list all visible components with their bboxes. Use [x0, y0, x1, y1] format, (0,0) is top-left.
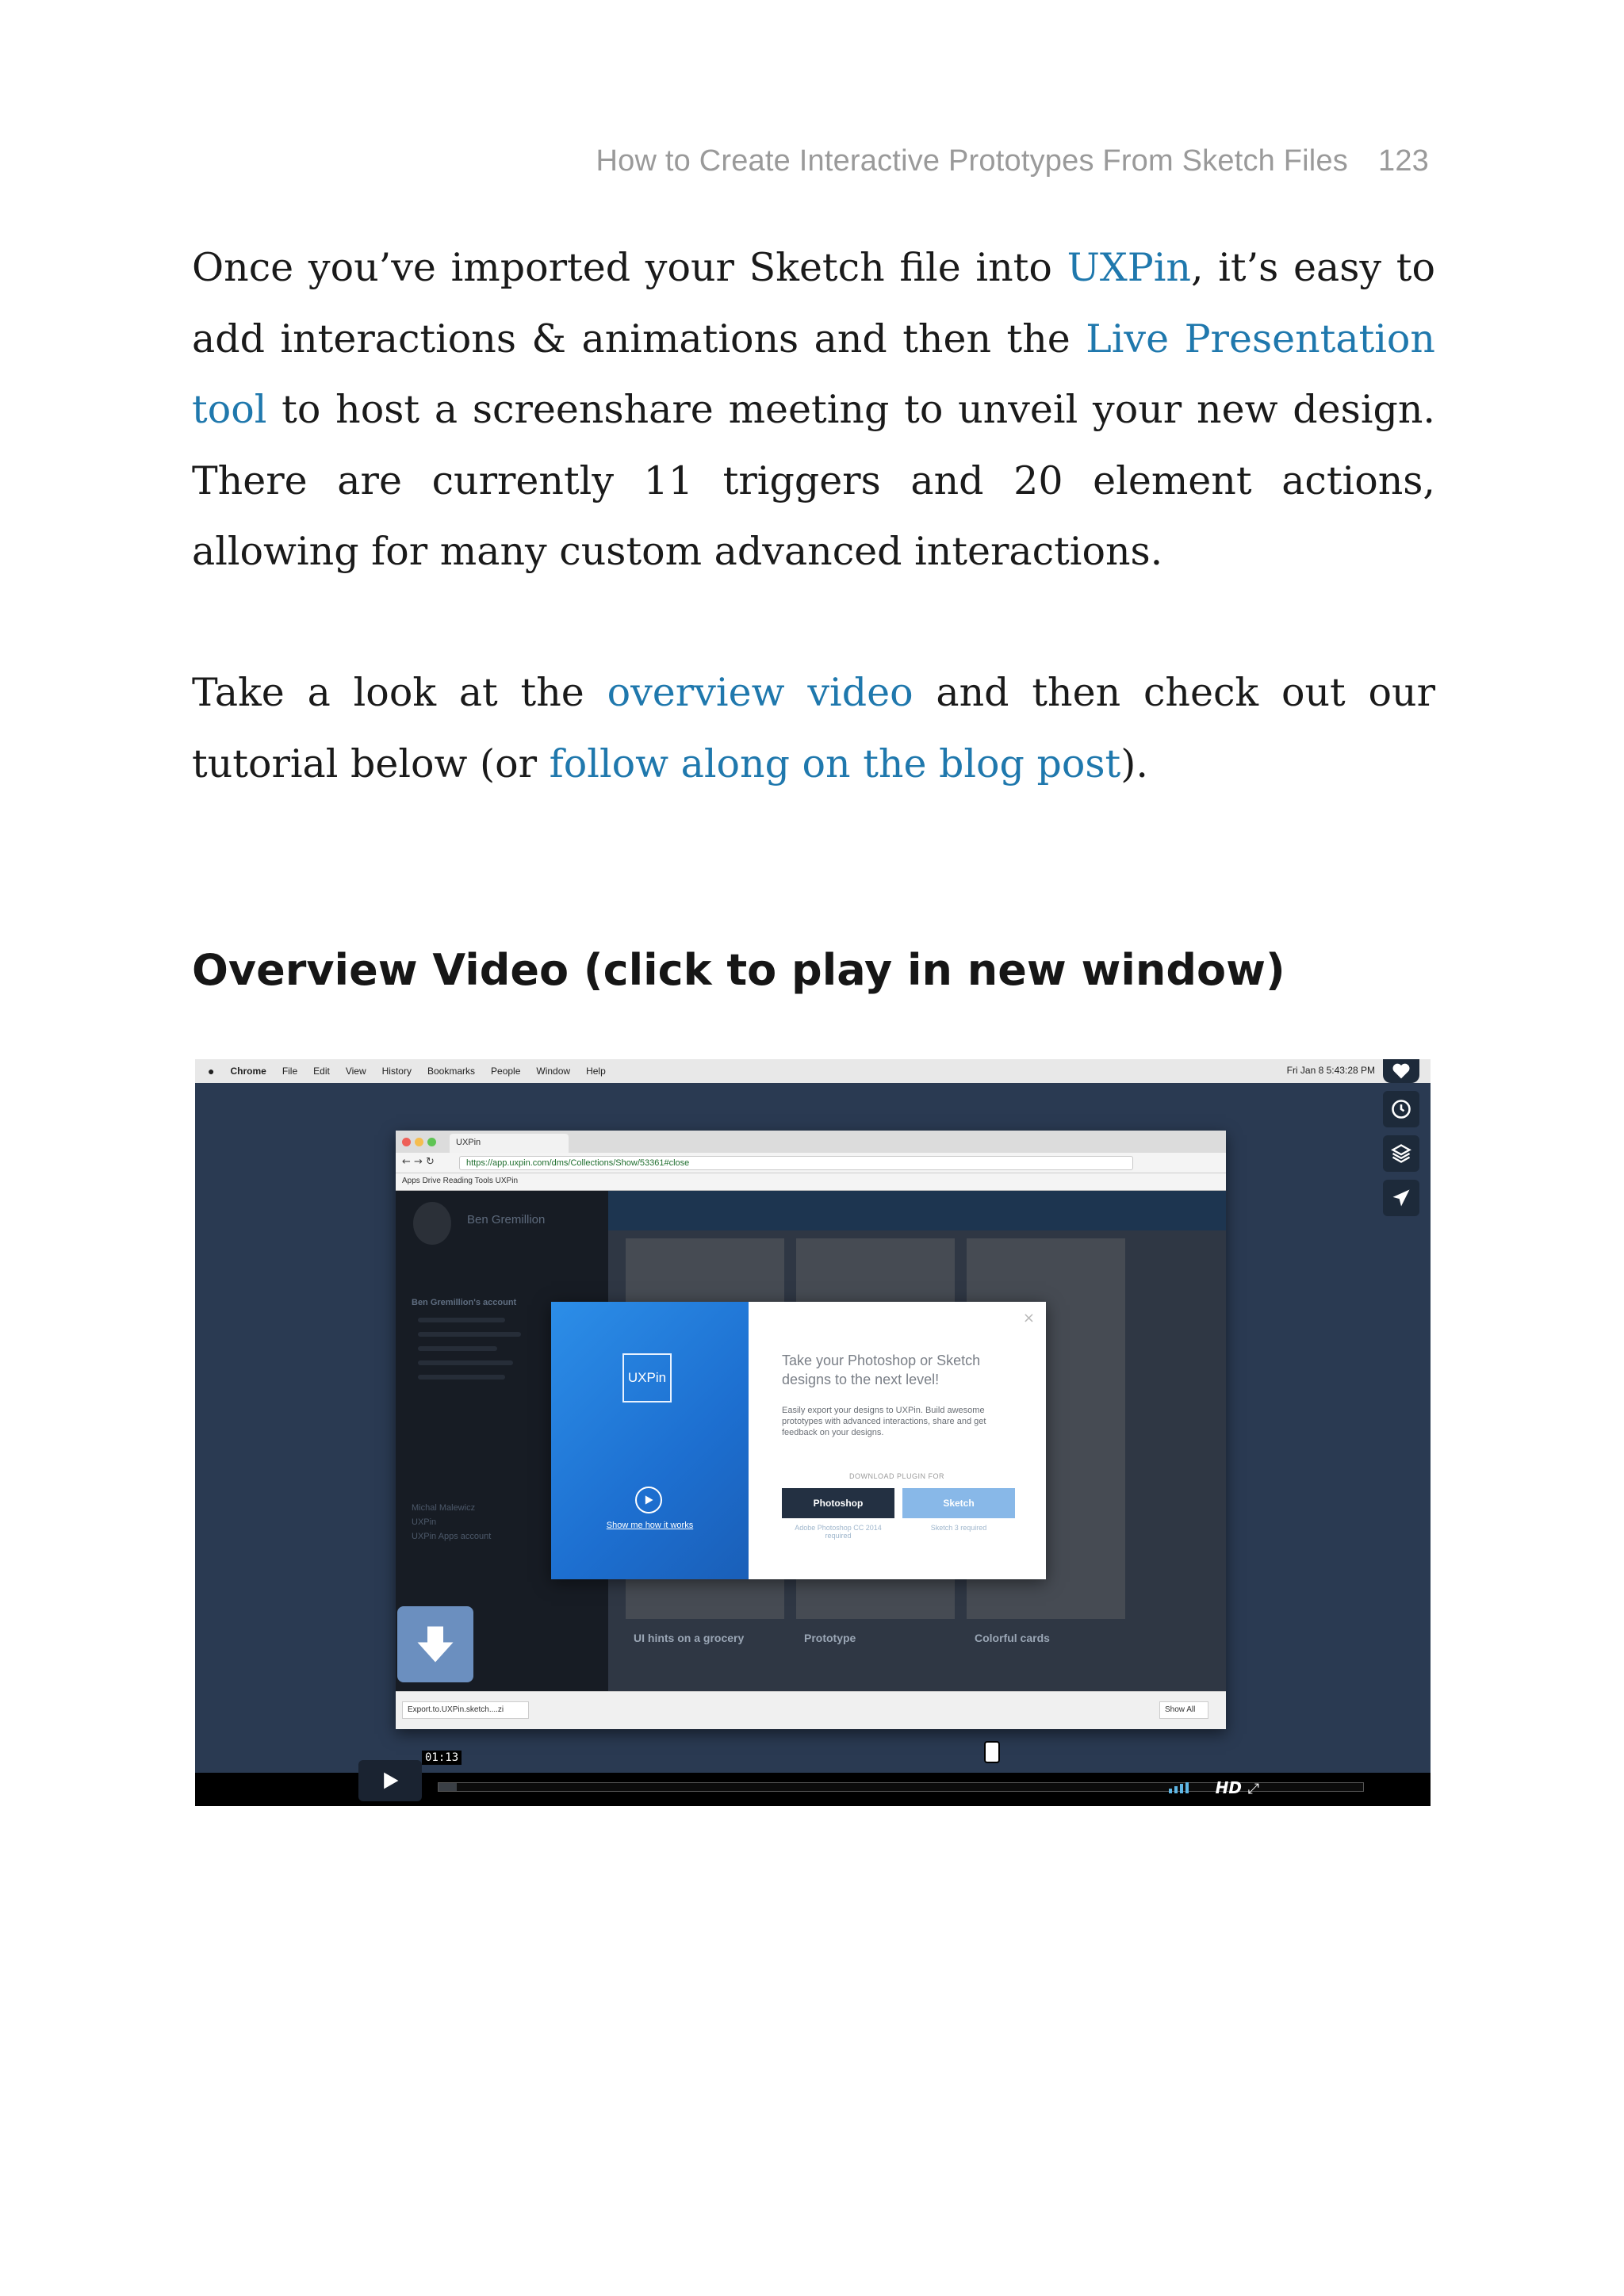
browser-tab: UXPin [450, 1134, 569, 1153]
uxpin-logo: UXPin [622, 1353, 672, 1402]
section-heading: Overview Video (click to play in new window) [192, 945, 1285, 995]
progress-fill [439, 1783, 457, 1791]
clock-icon[interactable] [1383, 1091, 1419, 1127]
play-circle-icon [635, 1487, 662, 1513]
mac-menu-item: Window [536, 1066, 571, 1077]
mac-menu-bar [195, 1059, 1431, 1083]
browser-tab-strip [396, 1131, 1226, 1153]
page-number: 123 [1377, 144, 1429, 178]
play-button[interactable] [358, 1760, 422, 1801]
overview-video-link[interactable]: overview video [607, 670, 914, 715]
overview-video-player[interactable] [195, 1059, 1431, 1806]
mouse-cursor-icon [984, 1741, 1000, 1763]
sidebar-line [418, 1360, 513, 1365]
sidebar-line [418, 1318, 505, 1322]
send-icon[interactable] [1383, 1180, 1419, 1216]
dashboard-topbar [608, 1191, 1226, 1230]
photoshop-button: Photoshop [782, 1488, 894, 1518]
show-all-button: Show All [1159, 1701, 1208, 1719]
paragraph-overview [192, 657, 1435, 799]
video-side-icons [1383, 1059, 1419, 1216]
blog-post-link[interactable]: follow along on the blog post [549, 740, 1121, 786]
downloads-bar [396, 1691, 1226, 1729]
sketch-button: Sketch [902, 1488, 1015, 1518]
team-item: UXPin Apps account [412, 1532, 492, 1541]
card-title: Prototype [804, 1632, 856, 1644]
sketch-note: Sketch 3 required [930, 1524, 987, 1532]
text-run: to host a screenshare meeting to unveil your new design. There are currently 11 triggers and 20 element actions, allowing for many custom advanced interactions. [192, 387, 1435, 574]
download-arrow-icon [397, 1606, 473, 1682]
team-item: UXPin [412, 1517, 437, 1527]
modal-description: Easily export your designs to UXPin. Build awesome prototypes with advanced interactions, share and get feedback on your designs. [782, 1406, 986, 1437]
mac-menu-item: History [381, 1066, 412, 1077]
close-icon: × [1022, 1310, 1035, 1326]
volume-icon[interactable] [1169, 1782, 1201, 1793]
mac-menu-item: View [345, 1066, 366, 1077]
url-field: https://app.uxpin.com/dms/Collections/Show/53361#close [459, 1156, 1133, 1170]
download-plugin-label: DOWNLOAD PLUGIN FOR [848, 1472, 944, 1480]
user-name: Ben Gremillion [467, 1213, 546, 1226]
play-icon [380, 1770, 400, 1791]
text-run: Once you’ve imported your Sketch file into [192, 245, 1067, 290]
mac-menu-item: File [282, 1066, 298, 1077]
minimize-dot-icon [415, 1138, 423, 1146]
card-title: Colorful cards [975, 1632, 1050, 1644]
plugin-modal [551, 1302, 1046, 1579]
avatar [413, 1202, 451, 1245]
apple-icon: ● [208, 1065, 215, 1077]
bookmarks-bar: Apps Drive Reading Tools UXPin [396, 1173, 1226, 1191]
running-head [596, 144, 1430, 178]
close-dot-icon [402, 1138, 411, 1146]
mac-menu-item: Bookmarks [427, 1066, 476, 1077]
running-title: How to Create Interactive Prototypes From Sketch Files [596, 144, 1348, 178]
nav-arrows-icon: ← → ↻ [402, 1156, 435, 1168]
paragraph-import [192, 232, 1435, 587]
fullscreen-icon[interactable]: ⤢ [1247, 1781, 1259, 1797]
download-item: Export.to.UXPin.sketch....zi [402, 1701, 529, 1719]
show-how-link: Show me how it works [606, 1521, 694, 1530]
sidebar-line [418, 1346, 497, 1351]
text-run: and then check out our tutorial below (or [192, 670, 1436, 786]
team-item: Michal Malewicz [412, 1503, 476, 1513]
modal-hero [551, 1302, 749, 1579]
account-label: Ben Gremillion's account [412, 1298, 517, 1307]
mac-menu-item: Edit [313, 1066, 330, 1077]
sidebar-line [418, 1375, 505, 1380]
text-run: ). [1120, 740, 1148, 786]
text-run: Take a look at the [192, 670, 607, 715]
sidebar-line [418, 1332, 521, 1337]
mac-menu-item: People [491, 1066, 521, 1077]
mac-clock: Fri Jan 8 5:43:28 PM [1286, 1065, 1375, 1076]
address-bar [396, 1153, 1226, 1173]
modal-title: Take your Photoshop or Sketch designs to the next level! [782, 1353, 981, 1387]
hd-toggle[interactable]: HD [1215, 1778, 1242, 1797]
time-indicator: 01:13 [422, 1751, 462, 1765]
layers-icon[interactable] [1383, 1135, 1419, 1172]
zoom-dot-icon [427, 1138, 436, 1146]
card-title: UI hints on a grocery [634, 1632, 745, 1644]
mac-menu-item: Help [586, 1066, 606, 1077]
heart-icon[interactable] [1383, 1059, 1419, 1083]
mac-menu-item: Chrome [230, 1066, 266, 1077]
live-presentation-link[interactable]: Live Presentation tool [192, 316, 1435, 432]
video-controls [195, 1751, 1431, 1806]
uxpin-link[interactable]: UXPin [1067, 245, 1191, 290]
photoshop-note: Adobe Photoshop CC 2014 required [795, 1524, 882, 1540]
text-run: , it’s easy to add interactions & animations and then the [192, 245, 1435, 362]
